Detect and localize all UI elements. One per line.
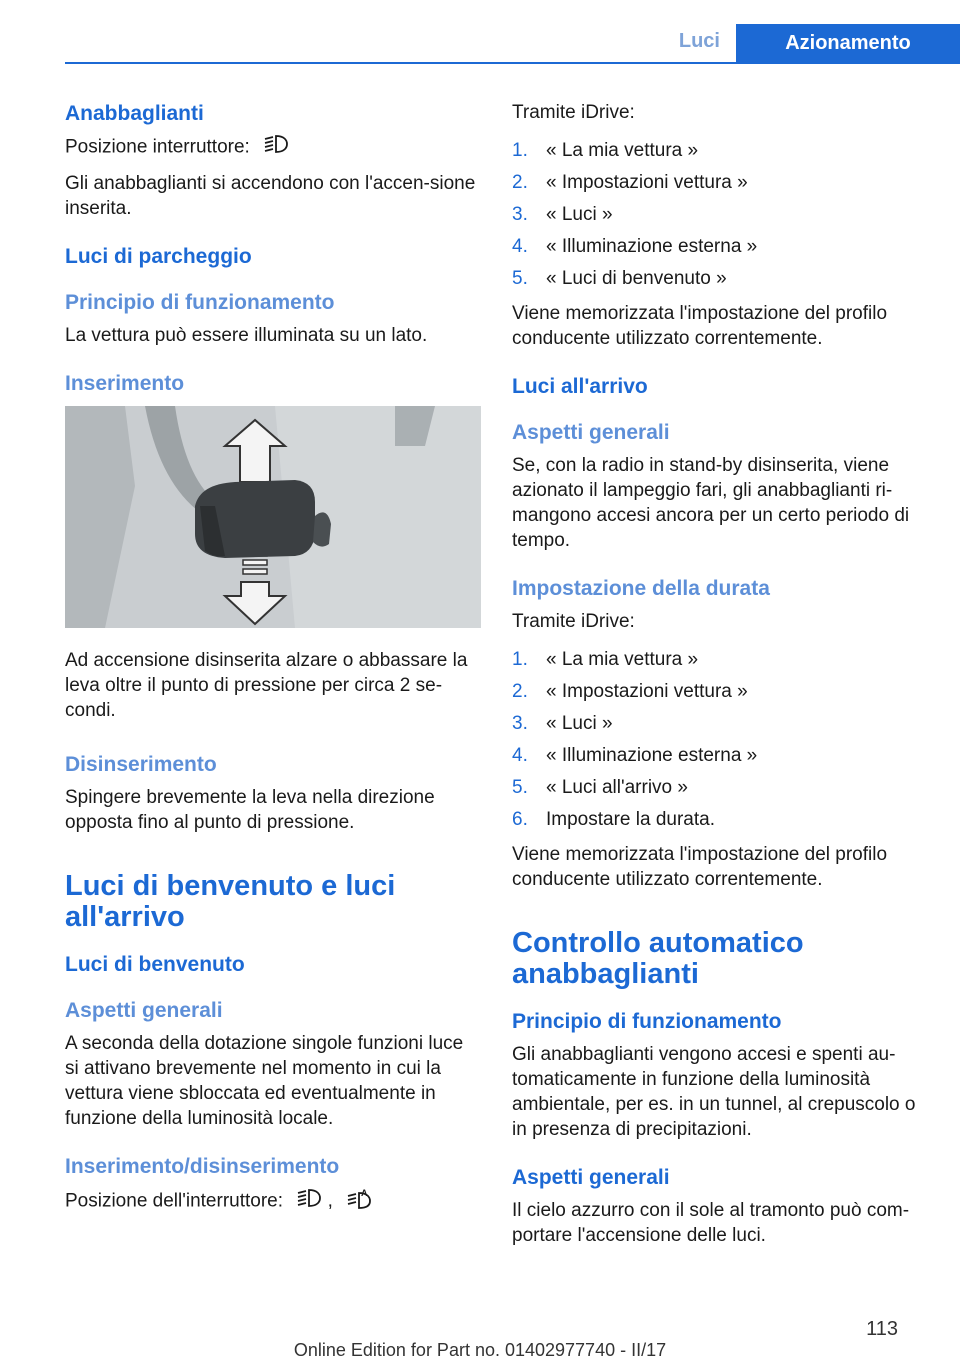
arrivo-title: Luci all'arrivo — [512, 375, 648, 398]
memo-text-1: Viene memorizzata l'impostazione del profilo conducente utilizzato correntemente. — [512, 303, 888, 349]
list-item: 5. « Luci di benvenuto » — [512, 268, 727, 289]
lever-illustration — [65, 406, 481, 628]
low-beam-icon — [263, 134, 289, 161]
principio-text: La vettura può essere illuminata su un lato. — [65, 325, 428, 346]
list-item: 4. « Illuminazione esterna » — [512, 236, 758, 257]
list-item: 2. « Impostazioni vettura » — [512, 172, 748, 193]
inserimento-title: Inserimento — [65, 372, 185, 395]
list-item: 1. « La mia vettura » — [512, 649, 699, 670]
aspetti-title-right: Aspetti generali — [512, 421, 670, 444]
svg-text:A: A — [361, 1188, 368, 1198]
list-item: 5. « Luci all'arrivo » — [512, 777, 688, 798]
list-item: 6. Impostare la durata. — [512, 809, 715, 830]
insdis-separator: , — [327, 1190, 333, 1212]
insdis-line — [65, 1187, 481, 1216]
low-beam-icon — [296, 1188, 322, 1215]
page-header — [65, 24, 960, 64]
list-item: 4. « Illuminazione esterna » — [512, 745, 758, 766]
aspetti2-text: Il cielo azzurro con il sole al tramonto può com-portare l'accensione delle luci. — [512, 1200, 910, 1246]
edition-footer: Online Edition for Part no. 01402977740 - II/17 — [293, 1340, 667, 1360]
disinserimento-text: Spingere brevemente la leva nella direzione opposta fino al punto di pressione. — [65, 787, 435, 833]
insdis-label: Posizione dell'interruttore: — [65, 1190, 284, 1212]
left-column — [65, 100, 481, 1226]
memo-text-2: Viene memorizzata l'impostazione del profilo conducente utilizzato correntemente. — [512, 844, 888, 890]
benvenuto-h2: Luci di benvenuto e luci all'arrivo — [65, 870, 396, 933]
page-number: 113 — [866, 1318, 898, 1340]
aspetti-text-right: Se, con la radio in stand-by disinserita, viene azionato il lampeggio fari, gli anabbaglianti ri-mangono accesi ancora per un certo periodo di tempo. — [512, 455, 910, 551]
posizione-label: Posizione interruttore: — [65, 136, 250, 158]
header-subsection: Azionamento — [736, 24, 960, 62]
anabbaglianti-title: Anabbaglianti — [65, 102, 204, 125]
aspetti-text: A seconda della dotazione singole funzioni luce si attivano brevemente nel momento in cui la vettura viene sbloccata ed eventualmente in funzione della luminosità locale. — [65, 1033, 464, 1129]
insdis-title: Inserimento/disinserimento — [65, 1155, 340, 1178]
principio-title-right: Principio di funzionamento — [512, 1010, 782, 1033]
parcheggio-title: Luci di parcheggio — [65, 245, 252, 268]
idrive-label-1: Tramite iDrive: — [512, 102, 635, 123]
right-column — [512, 100, 928, 1258]
header-section: Luci — [678, 30, 720, 52]
aspetti-title: Aspetti generali — [65, 999, 223, 1022]
list-item: 2. « Impostazioni vettura » — [512, 681, 748, 702]
durata-title: Impostazione della durata — [512, 577, 770, 600]
list-item: 1. « La mia vettura » — [512, 140, 699, 161]
aspetti2-title: Aspetti generali — [512, 1166, 670, 1189]
benvenuto-title: Luci di benvenuto — [65, 953, 245, 976]
list-item: 3. « Luci » — [512, 204, 613, 225]
disinserimento-title: Disinserimento — [65, 753, 217, 776]
principio-title: Principio di funzionamento — [65, 291, 335, 314]
steps-list-2 — [512, 644, 928, 836]
inserimento-text: Ad accensione disinserita alzare o abbassare la leva oltre il punto di pressione per circa 2 se-condi. — [65, 650, 468, 721]
idrive-label-2: Tramite iDrive: — [512, 611, 635, 632]
list-item: 3. « Luci » — [512, 713, 613, 734]
anabbaglianti-text: Gli anabbaglianti si accendono con l'accen-sione inserita. — [65, 173, 476, 219]
posizione-line — [65, 134, 481, 161]
steps-list-1 — [512, 135, 928, 295]
principio-text-right: Gli anabbaglianti vengono accesi e spenti au-tomaticamente in funzione della luminosità ambientale, per es. in un tunnel, al crepuscolo o in presenza di precipitazioni. — [512, 1044, 916, 1140]
controllo-h2: Controllo automatico anabbaglianti — [512, 927, 804, 990]
auto-headlight-icon — [346, 1187, 372, 1216]
